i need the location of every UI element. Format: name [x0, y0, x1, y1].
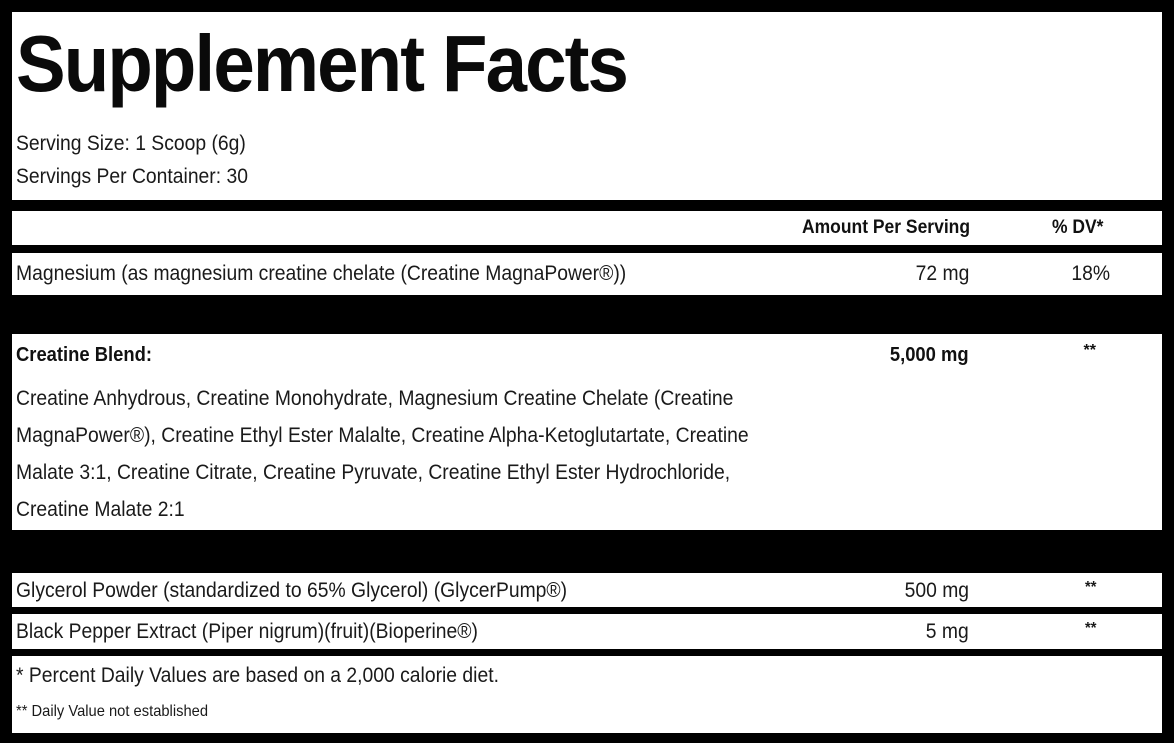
ingredient-dv: ** [1084, 620, 1096, 637]
title-panel [12, 12, 1162, 200]
ingredient-name: Black Pepper Extract (Piper nigrum)(fruit)(Bioperine®) [16, 620, 478, 643]
column-header-row [12, 211, 1162, 245]
not-established-footnote: ** Daily Value not established [16, 703, 209, 720]
ingredient-dv: ** [1084, 579, 1096, 596]
amount-per-serving-header: Amount Per Serving [802, 217, 971, 238]
blend-name: Creatine Blend: [16, 344, 152, 366]
nutrient-row-magnesium [12, 253, 1162, 295]
creatine-blend-row [12, 334, 1162, 530]
dv-footnote: * Percent Daily Values are based on a 2,000 calorie diet. [16, 664, 499, 687]
label-title: Supplement Facts [16, 19, 628, 108]
nutrient-amount: 72 mg [915, 262, 969, 285]
ingredient-row-black-pepper [12, 614, 1162, 649]
daily-value-header: % DV* [1052, 217, 1104, 238]
ingredient-row-glycerol [12, 573, 1162, 607]
blend-ingredients: Creatine Anhydrous, Creatine Monohydrate, Magnesium Creatine Chelate (Creatine MagnaPower®), Creatine Ethyl Ester Malalte, Creatine Alpha-Ketoglutartate, Creatine Malate 3:1, Creatine Citrate, Creatine Pyruvate, Creatine Ethyl Ester Hydrochloride, Creatine Malate 2:1 [16, 387, 749, 521]
ingredient-name: Glycerol Powder (standardized to 65% Glycerol) (GlycerPump®) [16, 579, 568, 602]
footnotes-panel [12, 656, 1162, 733]
ingredient-amount: 5 mg [926, 620, 969, 643]
blend-dv: ** [1083, 342, 1096, 359]
servings-per-container: Servings Per Container: 30 [16, 165, 248, 188]
ingredient-amount: 500 mg [904, 579, 969, 602]
blend-amount: 5,000 mg [890, 344, 969, 366]
serving-size: Serving Size: 1 Scoop (6g) [16, 132, 246, 155]
nutrient-name: Magnesium (as magnesium creatine chelate (Creatine MagnaPower®)) [16, 262, 627, 285]
nutrient-dv: 18% [1071, 262, 1110, 285]
